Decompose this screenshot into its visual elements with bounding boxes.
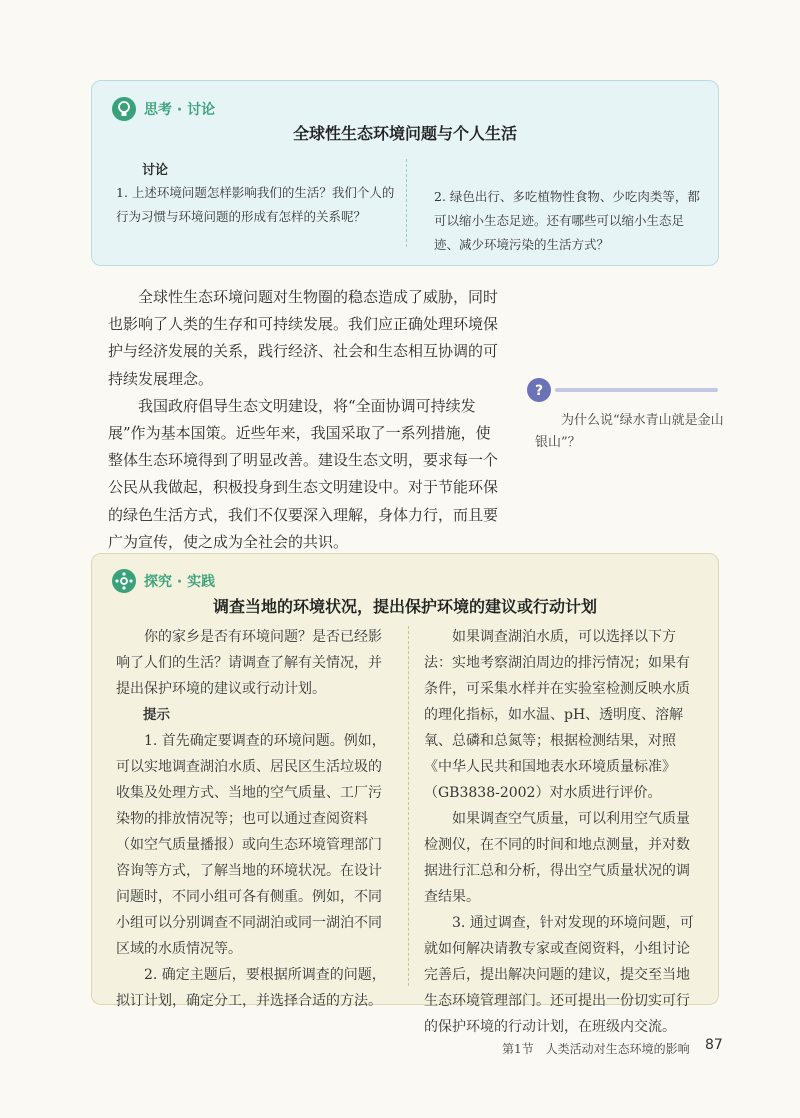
svg-text:?: ? [534, 383, 544, 399]
column-divider [406, 159, 407, 247]
body-paragraph-1: 全球性生态环境问题对生物圈的稳态造成了威胁，同时也影响了人类的生存和可持续发展。我们应正确处理环境保护与经济发展的关系，践行经济、社会和生态相互协调的可持续发展理念。 [108, 288, 499, 388]
lightbulb-icon [112, 97, 136, 121]
practice-left-column [116, 624, 394, 1014]
water-quality-method: 如果调查湖泊水质，可以选择以下方法：实地考察湖泊周边的排污情况；如果有条件，可采集水样并在实验室检测反映水质的理化指标，如水温、pH、透明度、溶解氧、总磷和总氮等；根据检测结果，对照《中华人民共和国地表水环境质量标准》（GB3838-2002）对水质进行评价。 [424, 629, 690, 801]
discussion-question-2: 2. 绿色出行、多吃植物性食物、少吃肉类等，都可以缩小生态足迹。还有哪些可以缩小生态足迹、减少环境污染的生活方式？ [434, 189, 700, 252]
section-footer: 第1节 人类活动对生态环境的影响 [502, 1042, 690, 1056]
side-note-question: 为什么说“绿水青山就是金山银山”？ [535, 413, 724, 450]
explore-icon [112, 569, 136, 593]
practice-title: 调查当地的环境状况，提出保护环境的建议或行动计划 [212, 597, 597, 616]
hint-3: 3. 通过调查，针对发现的环境问题，可就如何解决请教专家或查阅资料，小组讨论完善后，提出解决问题的建议，提交至当地生态环境管理部门。还可提出一份切实可行的保护环境的行动计划，在班级内交流。 [424, 915, 694, 1035]
discussion-subheading: 讨论 [142, 163, 169, 178]
hint-label: 提示 [143, 707, 170, 723]
discussion-title: 全球性生态环境问题与个人生活 [292, 124, 517, 143]
column-divider [408, 626, 409, 986]
practice-tag: 探究 · 实践 [144, 574, 216, 590]
discussion-box [91, 80, 719, 266]
hint-2: 2. 确定主题后，要根据所调查的问题，拟订计划，确定分工，并选择合适的方法。 [116, 967, 386, 1009]
hint-1: 1. 首先确定要调查的环境问题。例如，可以实地调查湖泊水质、居民区生活垃圾的收集及处理方式、当地的空气质量、工厂污染物的排放情况等；也可以通过查阅资料（如空气质量播报）或向生态环境管理部门咨询等方式，了解当地的环境状况。在设计问题时，不同小组可各有侧重。例如，不同小组可以分别调查不同湖泊或同一湖泊不同区域的水质情况等。 [116, 733, 386, 957]
question-icon [527, 378, 551, 402]
body-text [108, 284, 500, 556]
body-paragraph-2: 我国政府倡导生态文明建设，将“全面协调可持续发展”作为基本国策。近些年来，我国采取了一系列措施，使整体生态环境得到了明显改善。建设生态文明，要求每一个公民从我做起，积极投身到生态文明建设中。对于节能环保的绿色生活方式，我们不仅要深入理解，身体力行，而且要广为宣传，使之成为全社会的共识。 [108, 396, 499, 551]
air-quality-method: 如果调查空气质量，可以利用空气质量检测仪，在不同的时间和地点测量，并对数据进行汇总和分析，得出空气质量状况的调查结果。 [424, 811, 690, 905]
practice-box [91, 553, 719, 1035]
practice-intro: 你的家乡是否有环境问题？是否已经影响了人们的生活？请调查了解有关情况，并提出保护环境的建议或行动计划。 [116, 629, 382, 697]
practice-right-column [424, 624, 702, 1040]
page-number: 87 [705, 1037, 723, 1053]
discussion-tag: 思考 · 讨论 [144, 102, 216, 118]
side-note-rule [555, 388, 718, 392]
discussion-question-1: 1. 上述环境问题怎样影响我们的生活？我们个人的行为习惯与环境问题的形成有怎样的关系呢？ [116, 185, 395, 224]
